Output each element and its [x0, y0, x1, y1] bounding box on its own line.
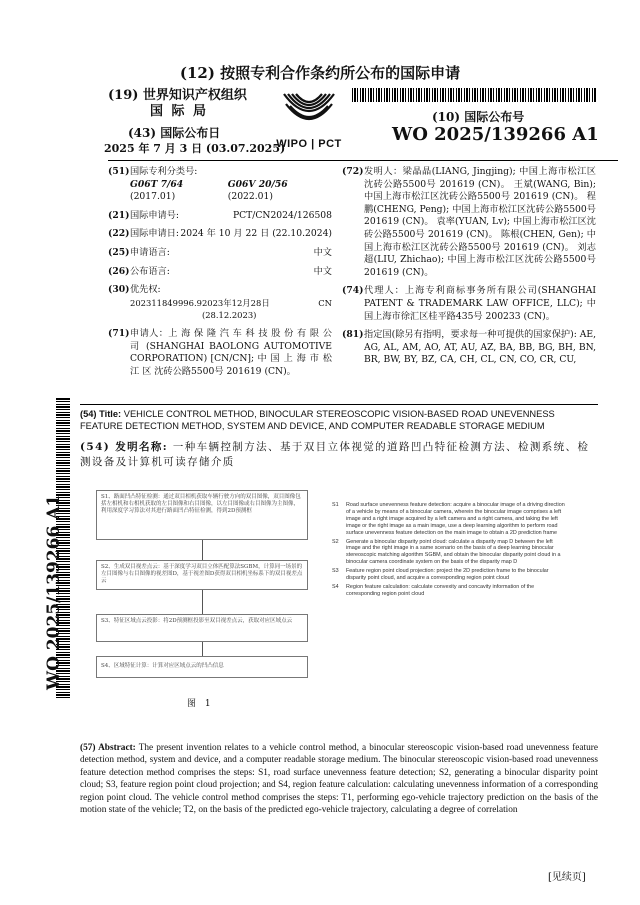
field-72 — [342, 166, 596, 279]
title-zh-code: (54) 发明名称: — [80, 441, 169, 453]
field-value: PCT/CN2024/126508 — [232, 209, 332, 221]
field-30 — [108, 284, 332, 297]
pub-number-label: (10) 国际公布号 — [432, 110, 525, 124]
flow-step-s4: S4、区域特征计算：计算对应区域点云的凹凸信息 — [96, 656, 308, 678]
legend-text: Generate a binocular disparity point cloud: calculate a disparity map D between the left image and the right image in a same scenario on the basis of a deep learning binocular stereoscopic matching algorithm SGBM, and obtain the binocular disparity point cloud in a binocular camera coordinate system on the basis of the disparity map D — [346, 538, 561, 566]
title-en-code: (54) Title: — [80, 409, 122, 419]
pub-date: 2025 年 7 月 3 日 (03.07.2025) — [104, 142, 286, 155]
barcode — [352, 88, 596, 102]
figure-legend — [332, 502, 566, 598]
field-22 — [108, 228, 332, 241]
legend-step: S1 — [332, 502, 339, 508]
field-code: (51) — [108, 166, 130, 177]
legend-s2 — [332, 539, 566, 567]
field-label: 国际申请号: — [130, 209, 180, 221]
bibliographic-right — [342, 166, 596, 367]
header-divider — [108, 160, 618, 161]
legend-s3 — [332, 568, 566, 582]
title-zh-text: 一种车辆控制方法、基于双目立体视觉的道路凹凸特征检测方法、检测系统、检测设备及计算机可读存储介质 — [80, 441, 590, 468]
continued-note: [见续页] — [548, 872, 586, 883]
pub-date-label: (43) 国际公布日 — [128, 126, 221, 140]
field-71 — [108, 328, 332, 378]
title-en-text: VEHICLE CONTROL METHOD, BINOCULAR STEREOSCOPIC VISION-BASED ROAD UNEVENNESS FEATURE DETECTION METHOD, SYSTEM AND DEVICE, AND COMPUTER READABLE STORAGE MEDIUM — [80, 409, 555, 431]
field-value: 中文 — [313, 246, 332, 258]
priority-row — [108, 297, 332, 322]
field-label: 国际申请日: — [130, 228, 180, 240]
field-label: 优先权: — [130, 284, 161, 296]
legend-text: Feature region point cloud projection: project the 2D prediction frame to the binocular disparity point cloud, and acquire a corresponding region point cloud — [346, 568, 549, 582]
pub-number: WO 2025/139266 A1 — [392, 124, 599, 145]
abstract — [80, 742, 598, 816]
field-21 — [108, 210, 332, 223]
field-51 — [108, 166, 332, 179]
field-25 — [108, 247, 332, 260]
abstract-code: (57) Abstract: — [80, 743, 136, 753]
side-pub-number: WO 2025/139266 A1 — [44, 494, 64, 690]
flow-step-s1: S1、路面凹凸特征检测：通过双目相机获取车辆行驶方向的双目图像，双目图像包括左相机和右相机获取的左目图像和右目图像，以左目图像或右目图像为主图像，利用深度学习算法对其进行路面凹凸特征检测，得到2D预测框 — [96, 490, 308, 540]
field-label: 公布语言: — [130, 265, 170, 277]
field-code: (21) — [108, 209, 130, 221]
field-26 — [108, 266, 332, 279]
field-value: 中文 — [313, 265, 332, 277]
abstract-text: The present invention relates to a vehicle control method, a binocular stereoscopic vision-based road unevenness feature detection method, system and device, and a computer readable storage medium. The binocular stereoscopic vision-based road unevenness feature detection method comprises the steps: S1, road surface unevenness feature detection; S2, generating a binocular disparity point cloud; S3, feature region point cloud projection; and S4, region feature calculation: calculating unevenness information of a corresponding region point cloud. The vehicle control method comprises the steps: T1, performing ego-vehicle trajectory prediction on the basis of the motion state of the vehicle; T2, on the basis of the predicted ego-vehicle trajectory, calculating a degree of correlation — [80, 743, 599, 816]
ipc-code-a: G06T 7/64 — [130, 178, 184, 190]
field-code: (22) — [108, 228, 130, 240]
field-value: 2024 年 10 月 22 日 (22.10.2024) — [180, 228, 332, 240]
office-name: (19) 世界知识产权组织 — [108, 88, 247, 103]
bibliographic-left — [108, 166, 332, 378]
designated-states-text: 指定国(除另有指明，要求每一种可提供的国家保护): AE, AG, AL, AM, AO, AT, AU, AZ, BA, BB, BG, BH, BN, BR, BW, BY, BZ, CA, CH, CL, CN, CO, CR, CU, — [364, 329, 596, 366]
field-label: 国际专利分类号: — [130, 166, 198, 177]
priority-date: 2023年12月28日 (28.12.2023) — [201, 297, 270, 321]
legend-text: Road surface unevenness feature detection: acquire a binocular image of a driving direction of a vehicle by means of a binocular camera, wherein the binocular image comprises a left image and a right image acquired by a left camera and a right camera, and taking the left image or the right image as a main image, use a deep learning algorithm to perform road surface unevenness feature detection on the main image to obtain a 2D prediction frame — [346, 502, 565, 536]
title-en — [80, 408, 598, 432]
wipo-logo — [274, 88, 344, 150]
legend-s4 — [332, 584, 566, 598]
field-code: (81) — [342, 329, 364, 341]
office-subname: 国 际 局 — [150, 104, 209, 119]
legend-step: S3 — [332, 568, 339, 575]
field-code: (72) — [342, 166, 364, 177]
applicant-text: 申请人：上 海 保 隆 汽 车 科 技 股 份 有 限 公 司 (SHANGHAI BAOLONG AUTOMOTIVE CORPORATION) [CN/CN]; 中 国 上 海 市 松 江 区 沈砖公路5500号 201619 (CN)。 — [130, 327, 332, 377]
legend-text: Region feature calculation: calculate convexity and concavity information of the corresponding region point cloud — [346, 583, 535, 597]
flow-step-s2: S2、生成双目视差点云：基于深度学习双目立体匹配算法SGBM，计算同一场景的左目图像与右目图像的视差图D，基于视差图D获得双目相机坐标系下的双目视差点云 — [96, 560, 308, 590]
field-code: (26) — [108, 265, 130, 277]
flow-arrow — [202, 540, 203, 560]
figure-caption: 图 1 — [187, 699, 214, 709]
flow-step-s3: S3、特征区域点云投影：将2D预测框投影至双目视差点云，获取对应区域点云 — [96, 614, 308, 642]
priority-country: CN — [318, 297, 332, 308]
ipc-code-b: G06V 20/56 — [227, 178, 288, 190]
ipc-year-b: (2022.01) — [227, 191, 273, 203]
field-81 — [342, 329, 596, 367]
field-74 — [342, 285, 596, 323]
legend-step: S2 — [332, 538, 339, 545]
legend-step: S4 — [332, 583, 339, 590]
field-code: (74) — [342, 285, 364, 297]
legend-s1 — [332, 502, 566, 537]
priority-number: 202311849996.9 — [130, 297, 202, 308]
wipo-logo-text: WIPO | PCT — [276, 138, 342, 150]
field-code: (30) — [108, 284, 130, 296]
field-label: 申请语言: — [130, 246, 170, 258]
flow-arrow — [202, 642, 203, 656]
title-zh — [80, 440, 598, 470]
document-title: (12) 按照专利合作条约所公布的国际申请 — [179, 64, 461, 82]
title-divider — [80, 404, 598, 405]
ipc-year-a: (2017.01) — [130, 191, 176, 203]
wipo-emblem-icon — [274, 88, 344, 134]
ipc-row — [108, 179, 332, 204]
agent-text: 代理人：上海专利商标事务所有限公司(SHANGHAI PATENT & TRADEMARK LAW OFFICE, LLC); 中国上海市徐汇区桂平路435号 200233 (CN)。 — [364, 285, 596, 322]
inventors-text: 发明人：梁晶晶(LIANG, Jingjing); 中国上海市松江区沈砖公路5500号 201619 (CN)。 王斌(WANG, Bin); 中国上海市松江区沈砖公路5500号 201619 (CN)。 程鹏(CHENG, Peng); 中国上海市松江区沈砖公路5500号 201619 (CN)。 袁率(YUAN, Lv); 中国上海市松江区沈砖公路5500号 201619 (CN)。 陈根(CHEN, Gen); 中国上海市松江区沈砖公路5500号 201619 (CN)。 刘志超(LIU, Zhichao); 中国上海市松江区沈砖公路5500号 201619 (CN)。 — [364, 166, 596, 278]
field-code: (25) — [108, 246, 130, 258]
flow-arrow — [202, 590, 203, 614]
field-code: (71) — [108, 327, 130, 339]
